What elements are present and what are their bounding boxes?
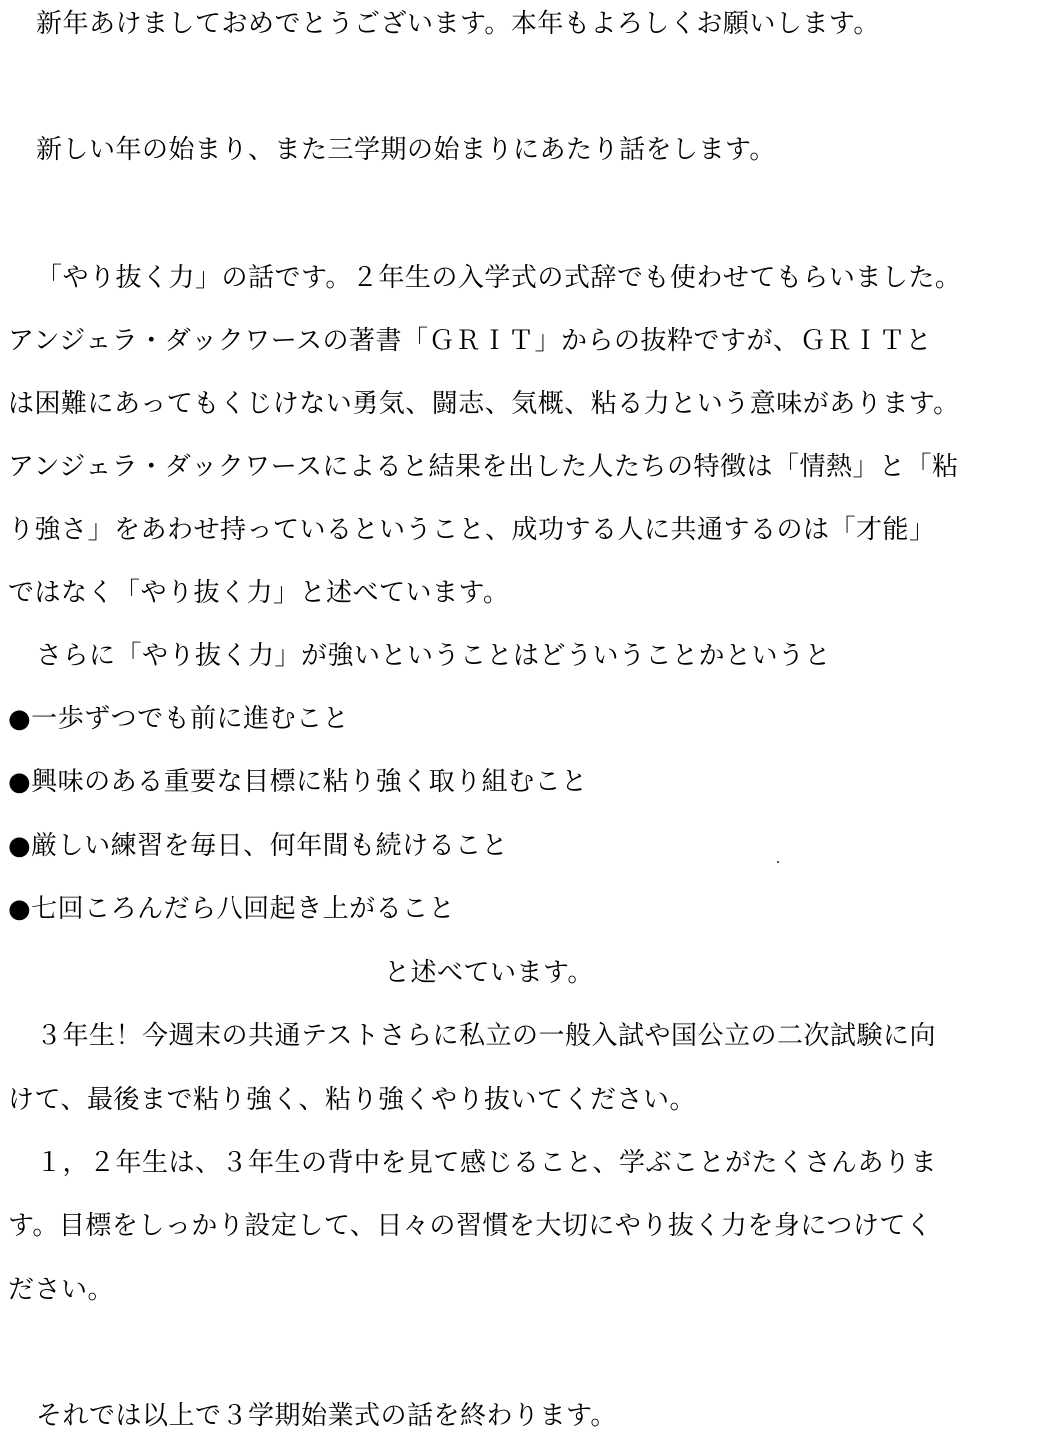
closing-line: それでは以上で３学期始業式の話を終わります。 [36,1401,617,1431]
body-line-3: は困難にあってもくじけない勇気、闘志、気概、粘る力という意味があります。 [8,389,960,419]
greeting-line: 新年あけましておめでとうございます。本年もよろしくお願いします。 [36,9,880,39]
body-line-5: り強さ」をあわせ持っているということ、成功する人に共通するのは「才能」 [8,515,936,545]
bullet-item: ●一歩ずつでも前に進むこと [8,704,350,734]
third-year-line-1: ３年生！今週末の共通テストさらに私立の一般入試や国公立の二次試験に向 [36,1021,936,1051]
bullets-close-line: と述べています。 [384,958,594,988]
intro-line: 新しい年の始まり、また三学期の始まりにあたり話をします。 [36,135,776,165]
body-line-6: ではなく「やり抜く力」と述べています。 [8,578,510,608]
body-line-2: アンジェラ・ダックワースの著書「ＧＲＩＴ」からの抜粋ですが、ＧＲＩＴと [8,326,932,356]
lower-years-line-3: ださい。 [8,1275,115,1305]
lead-in-line: さらに「やり抜く力」が強いということはどういうことかというと [36,641,832,671]
bullet-item: ●興味のある重要な目標に粘り強く取り組むこと [8,767,588,797]
bullet-item: ●厳しい練習を毎日、何年間も続けること [8,831,509,861]
body-line-4: アンジェラ・ダックワースによると結果を出した人たちの特徴は「情熱」と「粘 [8,452,959,482]
lower-years-line-1: １，２年生は、３年生の背中を見て感じること、学ぶことがたくさんありま [36,1148,938,1178]
third-year-line-2: けて、最後まで粘り強く、粘り強くやり抜いてください。 [8,1085,696,1115]
bullet-item: ●七回ころんだら八回起き上がること [8,894,456,924]
body-line-1: 「やり抜く力」の話です。２年生の入学式の式辞でも使わせてもらいました。 [36,263,962,293]
stray-dot [777,861,779,863]
lower-years-line-2: す。目標をしっかり設定して、日々の習慣を大切にやり抜く力を身につけてく [8,1211,933,1241]
